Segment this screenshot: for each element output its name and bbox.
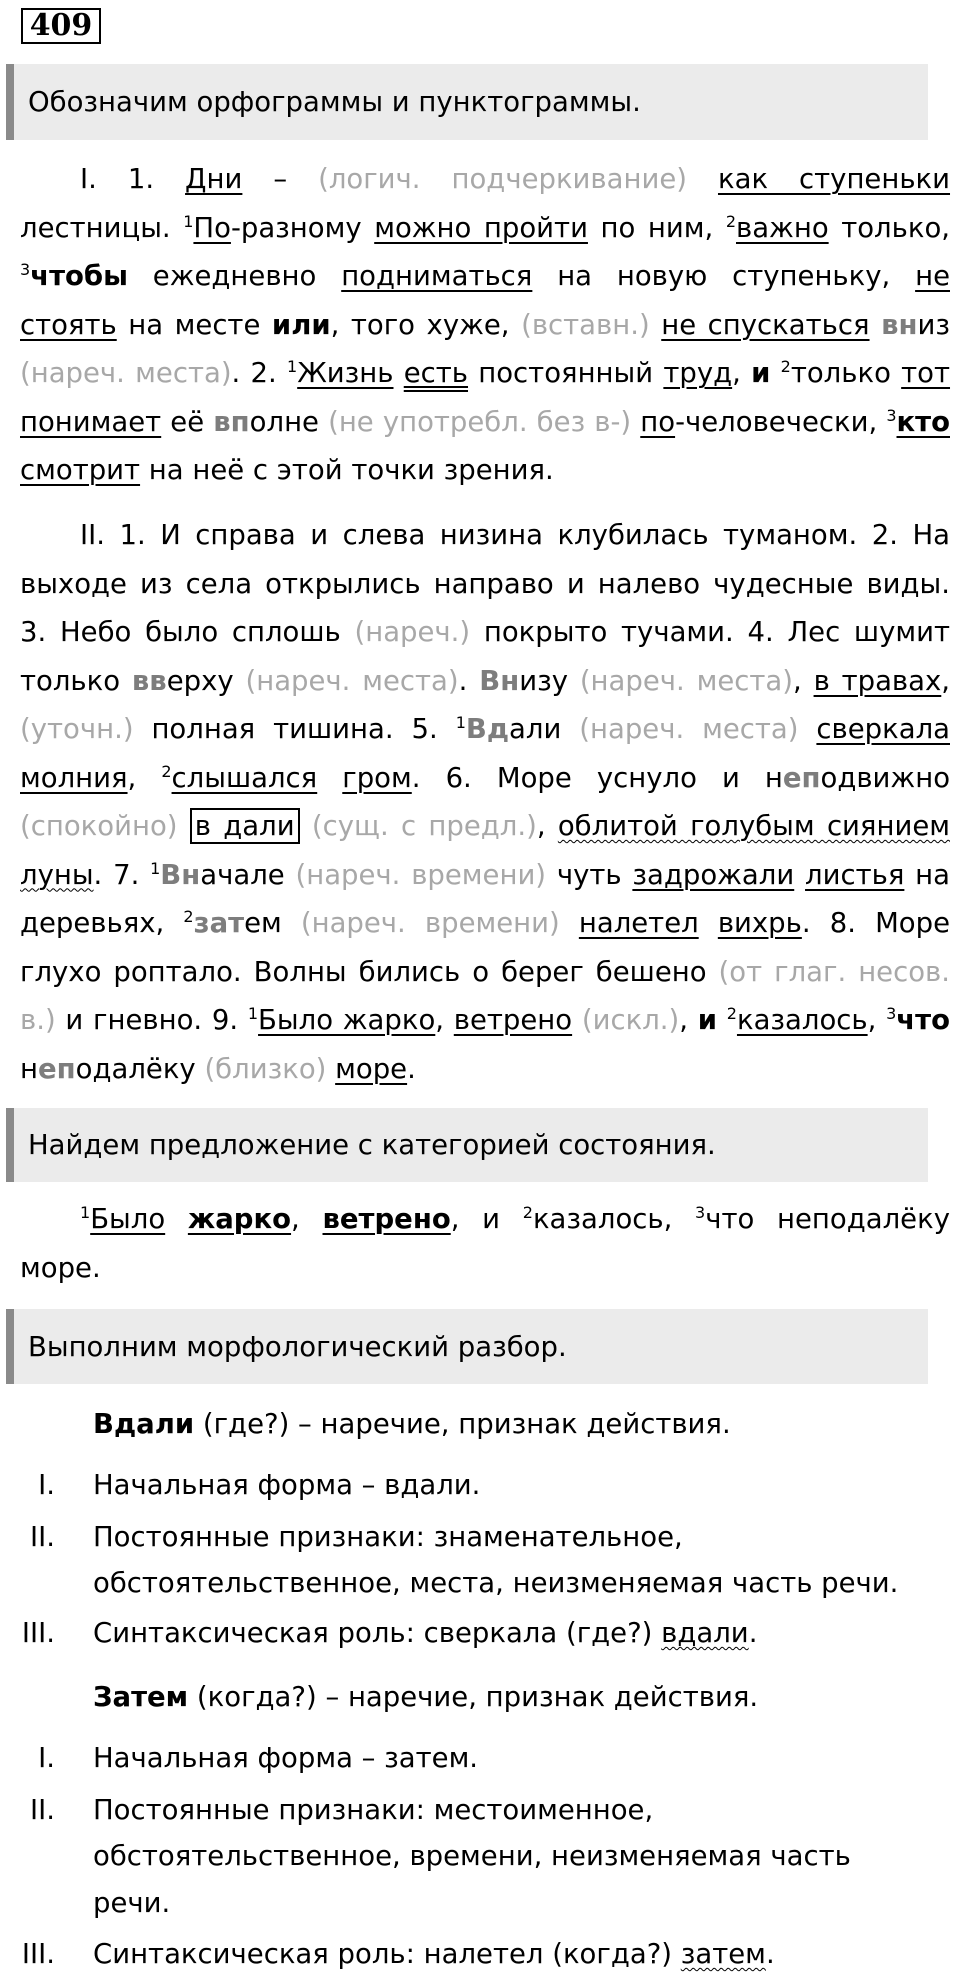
section-header-morphology [6,1309,928,1384]
section-title: Выполним морфологический разбор. [28,1330,567,1363]
boxed-phrase: в дали [190,808,300,844]
morph-item-continuation: обстоятельственное, места, неизменяемая часть речи. [93,1567,899,1599]
section-title: Обозначим орфограммы и пунктограммы. [28,86,641,118]
exercise-part-1: I. 1. Дни – (логич. подчеркивание) как ступеньки лестницы. $^1$По-разному можно пройти по ним, $^2$важно только, $^3$чтобы ежедневно подниматься на новую ступеньку, не стоять на месте или, того хуже, (вставн.) не спускаться вниз (нареч. места). 2. $^1$Жизнь есть постоянный труд, и $^2$только тот понимает её вполне (не употребл. без в-) по-человечески, $^3$кто смотрит на неё с этой точки зрения. [20,163,951,486]
morph-heading-vdali: Вдали (где?) – наречие, признак действия. [93,1408,731,1440]
morph-heading-zatem: Затем (когда?) – наречие, признак действия. [93,1681,759,1713]
page: 409 Обозначим орфограммы и пунктограммы. I. 1. Дни – (логич. подчеркивание) как ступеньки лестницы. $^1$По-разному можно пройти по ним, $^2$важно только, $^3$чтобы ежедневно подниматься на новую ступеньку, не стоять на месте или, того хуже, (вставн.) не спускаться вниз (нареч. места). 2. $^1$Жизнь есть постоянный труд, и $^2$только тот понимает её вполне (не употребл. без в-) по-человечески, $^3$кто смотрит на неё с этой точки зрения. II. 1. И справа и слева низина клубилась туманом. 2. На выходе из села открылись направо и налево чудесные виды. 3. Небо было сплошь (нареч.) покрыто тучами. 4. Лес шумит только вверху (нареч. места). Внизу (нареч. места), в травах, (уточн.) полная тишина. 5. $^1$Вдали (нареч. места) сверкала молния, $^2$слышался гром. 6. Море уснуло и неподвижно (спокойно) в дали (сущ. с предл.), облитой голубым сиянием луны. 7. $^1$Вначале (нареч. времени) чуть задрожали листья на деревьях, $^2$затем (нареч. времени) налетел вихрь. 8. Море глухо роптало. Волны бились о берег бешено (от глаг. несов. в.) и гневно. 9. $^1$Было жарко, ветрено (искл.), и $^2$казалось, $^3$что неподалёку (близко) море. Найдем предложение с категорией состояния. $^1$Было жарко, ветрено, и $^2$казалось, $^3$что неподалёку море. Выполним морфологический разбор. Вдали (где?) – наречие, признак действия. I. Начальная форма – вдали. II. Постоянные признаки: знаменательное, обстоятельственное, места, неизменяемая часть речи. III. Синтаксическая роль: сверкала (где?) вдали. Затем (когда?) – наречие, признак действия. I. Начальная форма – затем. II. Постоянные признаки: местоименное, обстоятельственное, времени, неизменяемая часть речи. III. Синтаксическая роль: налетел (когда?) затем. [0,0,960,1980]
state-category-sentence: $^1$Было жарко, ветрено, и $^2$казалось, $^3$что неподалёку море. [20,1202,950,1284]
exercise-part-2: II. 1. И справа и слева низина клубилась туманом. 2. На выходе из села открылись направо и налево чудесные виды. 3. Небо было сплошь (нареч.) покрыто тучами. 4. Лес шумит только вверху (нареч. места). Внизу (нареч. места), в травах, (уточн.) полная тишина. 5. $^1$Вдали (нареч. места) сверкала молния, $^2$слышался гром. 6. Море уснуло и неподвижно (спокойно) в дали (сущ. с предл.), облитой голубым сиянием луны. 7. $^1$Вначале (нареч. времени) чуть задрожали листья на деревьях, $^2$затем (нареч. времени) налетел вихрь. 8. Море глухо роптало. Волны бились о берег бешено (от глаг. несов. в.) и гневно. 9. $^1$Было жарко, ветрено (искл.), и $^2$казалось, $^3$что неподалёку (близко) море. [20,519,951,1085]
morph-item-continuation: обстоятельственное, времени, неизменяемая часть [93,1840,851,1872]
morph-item-continuation: речи. [93,1887,171,1919]
section-header-orthograms [6,64,928,140]
section-header-state-category [6,1108,928,1182]
task-number: 409 [21,8,101,44]
section-title: Найдем предложение с категорией состояния. [28,1129,716,1161]
